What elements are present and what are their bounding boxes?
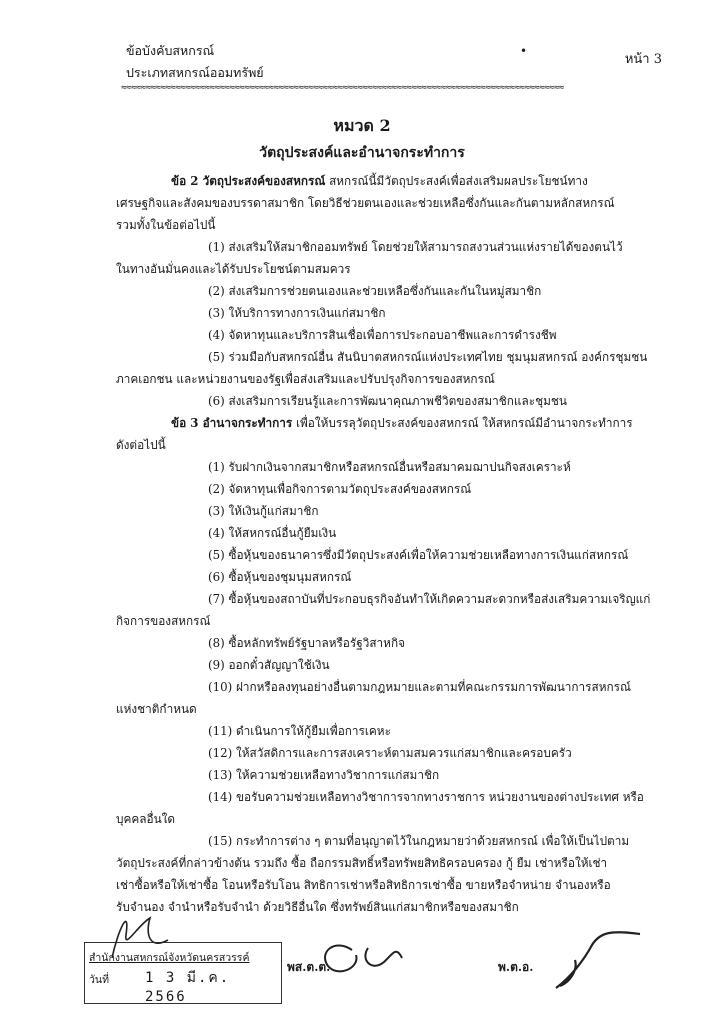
signature-2-mark (556, 932, 640, 988)
article-2-text-3: รวมทั้งในข้อต่อไปนี้ (116, 218, 216, 232)
header-left (126, 40, 264, 84)
article-3-item-15-cont-2: เช่าซื้อหรือให้เช่าซื้อ โอนหรือรับโอน สิทธิการเช่าหรือสิทธิการเช่าซื้อ ขายหรือจำหน่าย จำนองหรือ (116, 878, 611, 892)
article-2-item-6: (6) ส่งเสริมการเรียนรู้และการพัฒนาคุณภาพชีวิตของสมาชิกและชุมชน (208, 394, 567, 408)
article-3-item-6: (6) ซื้อหุ้นของชุมนุมสหกรณ์ (208, 570, 352, 584)
chapter-title: หมวด 2 (333, 116, 391, 135)
article-2-text-2: เศรษฐกิจและสังคมของบรรดาสมาชิก โดยวิธีช่วยตนเองและช่วยเหลือซึ่งกันและกันตามหลักสหกรณ์ (116, 196, 615, 210)
article-3-item-2: (2) จัดหาทุนเพื่อกิจการตามวัตถุประสงค์ของสหกรณ์ (208, 482, 472, 496)
article-3-item-7-cont: กิจการของสหกรณ์ (116, 614, 211, 628)
header-cooperative-type: ประเภทสหกรณ์ออมทรัพย์ (126, 65, 264, 80)
article-2-text-1: สหกรณ์นี้มีวัตถุประสงค์เพื่อส่งเสริมผลประโยชน์ทาง (325, 174, 588, 188)
article-3-intro (116, 412, 660, 434)
article-3-item-3: (3) ให้เงินกู้แก่สมาชิก (208, 504, 319, 518)
article-2-item-1-cont: ในทางอันมั่นคงและได้รับประโยชน์ตามสมควร (116, 262, 351, 276)
article-3-item-14-cont: บุคคลอื่นใด (116, 812, 176, 826)
stamp-date-label: วันที่ (89, 974, 109, 986)
article-3-item-12: (12) ให้สวัสดิการและการสงเคราะห์ตามสมควรแก่สมาชิกและครอบครัว (208, 746, 572, 760)
article-3-text-2: ดังต่อไปนี้ (116, 438, 166, 452)
article-3-item-13: (13) ให้ความช่วยเหลือทางวิชาการแก่สมาชิก (208, 768, 440, 782)
article-3-item-9: (9) ออกตั๋วสัญญาใช้เงิน (208, 658, 330, 672)
article-2-item-5: (5) ร่วมมือกับสหกรณ์อื่น สันนิบาตสหกรณ์แห่งประเทศไทย ชุมนุมสหกรณ์ องค์กรชุมชน (208, 350, 648, 364)
page-number: หน้า 3 (624, 52, 662, 67)
article-3-heading: ข้อ 3 อำนาจกระทำการ (171, 416, 293, 430)
stamp-office: สำนักงานสหกรณ์จังหวัดนครสวรรค์ (89, 952, 250, 964)
article-2-item-5-cont: ภาคเอกชน และหน่วยงานของรัฐเพื่อส่งเสริมและปรับปรุงกิจการของสหกรณ์ (116, 372, 495, 386)
article-3-item-8: (8) ซื้อหลักทรัพย์รัฐบาลหรือรัฐวิสาหกิจ (208, 636, 406, 650)
article-2-item-2: (2) ส่งเสริมการช่วยตนเองและช่วยเหลือซึ่งกันและกันในหมู่สมาชิก (208, 284, 542, 298)
article-3-item-10-cont: แห่งชาติกำหนด (116, 702, 197, 716)
article-3-item-14: (14) ขอรับความช่วยเหลือทางวิชาการจากทางราชการ หน่วยงานของต่างประเทศ หรือ (208, 790, 644, 804)
article-3-item-15: (15) กระทำการต่าง ๆ ตามที่อนุญาตไว้ในกฎหมายว่าด้วยสหกรณ์ เพื่อให้เป็นไปตาม (208, 834, 630, 848)
stamp-date: 1 3 มี.ค. 2566 (145, 970, 231, 1005)
registration-stamp (84, 942, 282, 1004)
signature-1-mark (325, 945, 402, 971)
article-3-item-1: (1) รับฝากเงินจากสมาชิกหรือสหกรณ์อื่นหรือสมาคมฌาปนกิจสงเคราะห์ (208, 460, 571, 474)
header-divider: ≈≈≈≈≈≈≈≈≈≈≈≈≈≈≈≈≈≈≈≈≈≈≈≈≈≈≈≈≈≈≈≈≈≈≈≈≈≈≈≈≈≈≈≈≈≈≈≈≈≈≈≈≈≈≈≈≈≈≈≈≈≈≈≈≈≈≈≈≈≈≈≈≈≈≈≈≈≈≈≈≈≈≈≈≈≈≈≈≈≈ (121, 83, 564, 93)
article-3-item-10: (10) ฝากหรือลงทุนอย่างอื่นตามกฎหมายและตามที่คณะกรรมการพัฒนาการสหกรณ์ (208, 680, 631, 694)
article-2-item-3: (3) ให้บริการทางการเงินแก่สมาชิก (208, 306, 386, 320)
article-3-item-11: (11) ดำเนินการให้กู้ยืมเพื่อการเคหะ (208, 724, 391, 738)
article-3-item-15-cont-3: รับจำนอง จำนำหรือรับจำนำ ด้วยวิธีอื่นใด ซึ่งทรัพย์สินแก่สมาชิกหรือของสมาชิก (116, 900, 519, 914)
signature-1-label: พส.ต.ต. (287, 960, 331, 974)
signature-2-label: พ.ต.อ. (498, 960, 534, 974)
article-3-item-15-cont-1: วัตถุประสงค์ที่กล่าวข้างต้น รวมถึง ซื้อ ถือกรรมสิทธิ์หรือทรัพยสิทธิครอบครอง กู้ ยืม เช่าหรือให้เช่า (116, 856, 608, 870)
article-2-heading: ข้อ 2 วัตถุประสงค์ของสหกรณ์ (171, 174, 326, 188)
article-2-intro (116, 170, 660, 192)
header-regulation-label: ข้อบังคับสหกรณ์ (126, 43, 215, 58)
chapter-subtitle: วัตถุประสงค์และอำนาจกระทำการ (259, 145, 465, 161)
article-3-text-1: เพื่อให้บรรลุวัตถุประสงค์ของสหกรณ์ ให้สหกรณ์มีอำนาจกระทำการ (292, 416, 633, 430)
article-3-item-4: (4) ให้สหกรณ์อื่นกู้ยืมเงิน (208, 526, 337, 540)
article-2-item-1: (1) ส่งเสริมให้สมาชิกออมทรัพย์ โดยช่วยให้สามารถสงวนส่วนแห่งรายได้ของตนไว้ (208, 240, 623, 254)
article-3-item-7: (7) ซื้อหุ้นของสถาบันที่ประกอบธุรกิจอันทำให้เกิดความสะดวกหรือส่งเสริมความเจริญแก่ (208, 592, 651, 606)
article-3-item-5: (5) ซื้อหุ้นของธนาคารซึ่งมีวัตถุประสงค์เพื่อให้ความช่วยเหลือทางการเงินแก่สหกรณ์ (208, 548, 629, 562)
header-dot: • (520, 44, 528, 58)
document-body (116, 170, 660, 918)
article-2-item-4: (4) จัดหาทุนและบริการสินเชื่อเพื่อการประกอบอาชีพและการดำรงชีพ (208, 328, 557, 342)
